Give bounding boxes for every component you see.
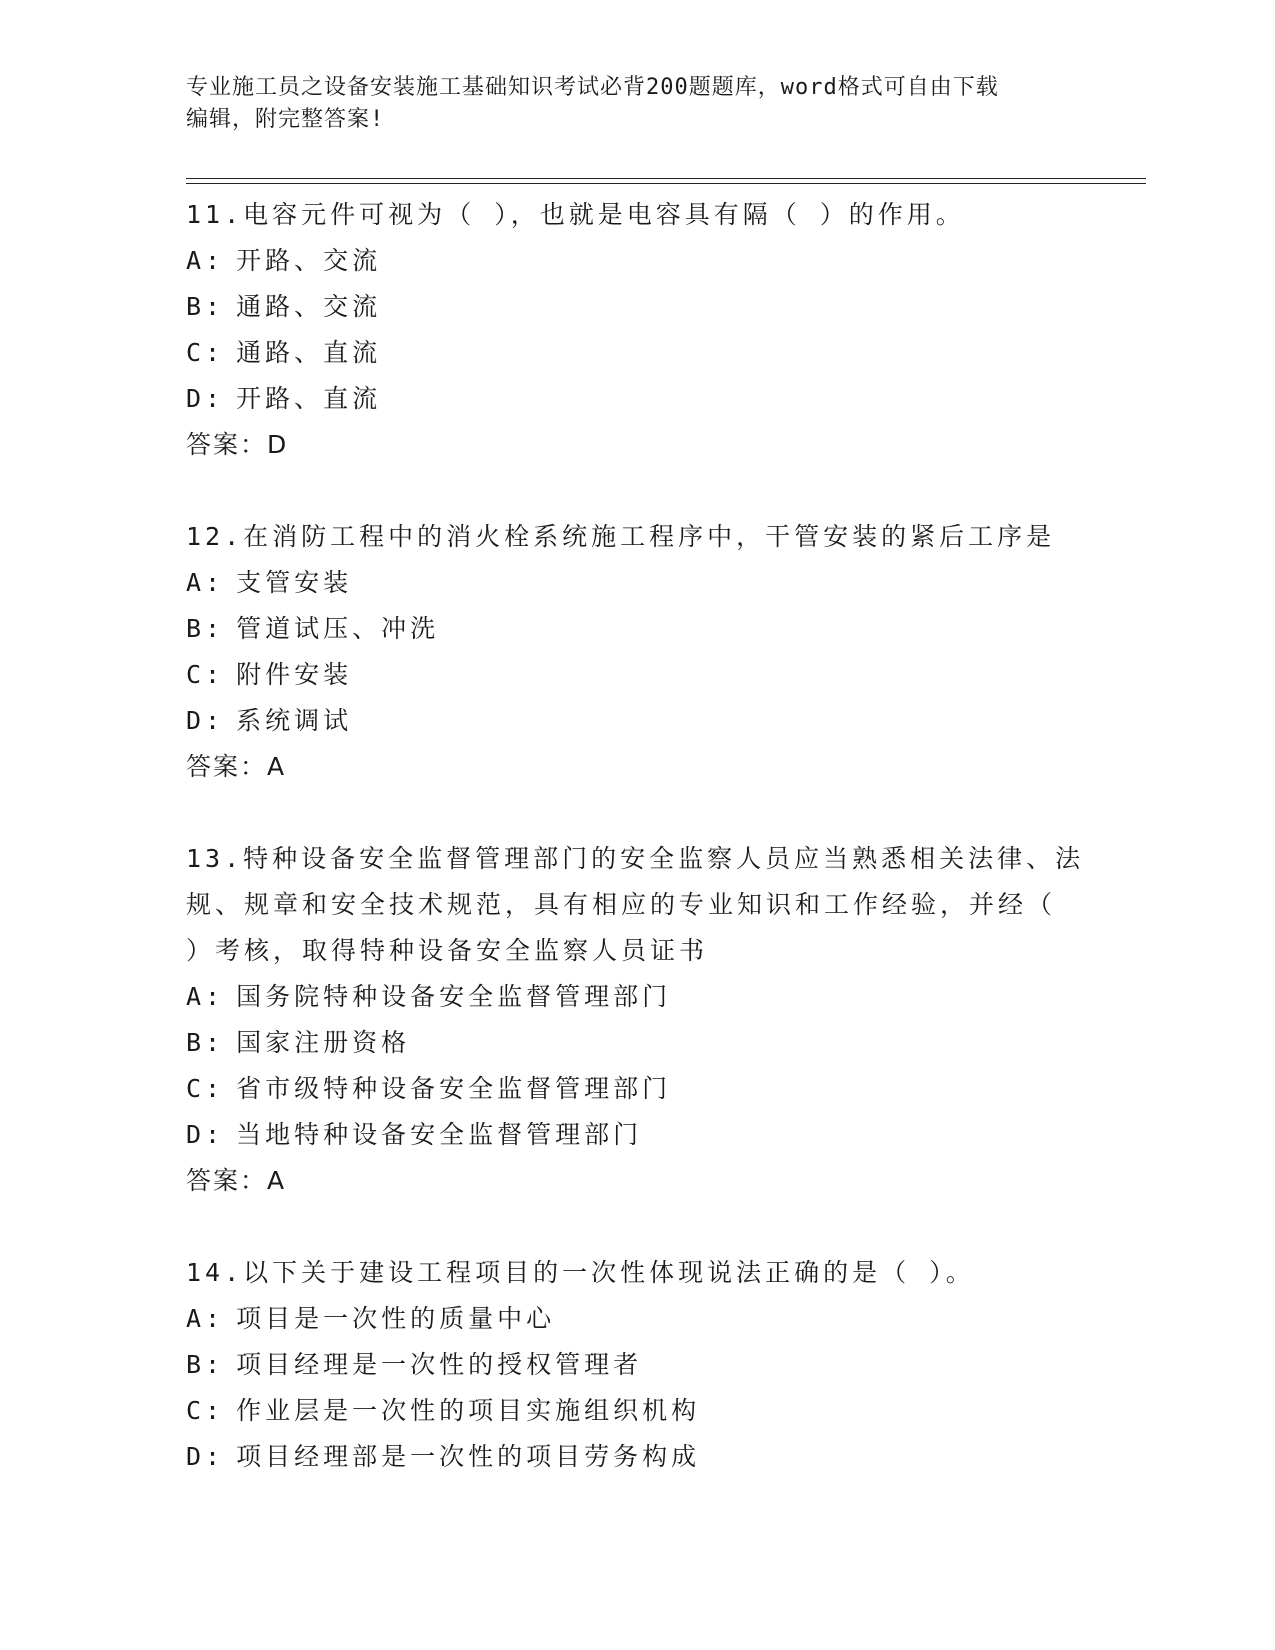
answer-line: 答案：A [186,752,287,781]
option-a [186,560,1086,606]
option-c [186,1388,1086,1434]
option-b [186,606,1086,652]
option-text: 省市级特种设备安全监督管理部门 [236,1074,672,1103]
question-stem: 14.以下关于建设工程项目的一次性体现说法正确的是（ ）。 [186,1258,975,1287]
option-a [186,238,1086,284]
header-line-2: 编辑，附完整答案! [186,107,385,132]
option-text: 作业层是一次性的项目实施组织机构 [236,1396,701,1425]
option-key: D: [186,706,225,735]
option-c [186,652,1086,698]
option-text: 通路、直流 [236,338,382,367]
option-key: D: [186,1442,225,1471]
option-c [186,1066,1086,1112]
header-line-1: 专业施工员之设备安装施工基础知识考试必背200题题库，word格式可自由下载 [186,75,999,100]
option-key: A: [186,568,225,597]
answer-line: 答案：A [186,1166,287,1195]
question-14 [186,1250,1086,1480]
option-d [186,376,1086,422]
option-d [186,1434,1086,1480]
option-key: B: [186,1028,225,1057]
option-text: 开路、交流 [236,246,382,275]
option-d [186,1112,1086,1158]
option-text: 系统调试 [236,706,353,735]
option-text: 国务院特种设备安全监督管理部门 [236,982,672,1011]
option-key: A: [186,1304,225,1333]
header-divider-top [186,178,1146,179]
option-key: C: [186,338,225,367]
option-b [186,1342,1086,1388]
option-text: 支管安装 [236,568,353,597]
option-text: 项目经理部是一次性的项目劳务构成 [236,1442,701,1471]
option-a [186,974,1086,1020]
option-a [186,1296,1086,1342]
option-b [186,284,1086,330]
option-text: 通路、交流 [236,292,382,321]
option-key: B: [186,614,225,643]
option-key: C: [186,1396,225,1425]
option-key: C: [186,660,225,689]
option-key: D: [186,1120,225,1149]
question-11 [186,192,1086,468]
option-key: C: [186,1074,225,1103]
option-key: A: [186,982,225,1011]
option-text: 管道试压、冲洗 [236,614,440,643]
option-text: 国家注册资格 [236,1028,411,1057]
question-13 [186,836,1086,1204]
option-b [186,1020,1086,1066]
option-text: 开路、直流 [236,384,382,413]
option-key: B: [186,1350,225,1379]
header-divider-bottom [186,183,1146,184]
question-stem: 13.特种设备安全监督管理部门的安全监察人员应当熟悉相关法律、法规、规章和安全技术规范，具有相应的专业知识和工作经验，并经（ ）考核，取得特种设备安全监察人员证书 [186,844,1085,965]
option-key: B: [186,292,225,321]
option-key: A: [186,246,225,275]
question-stem: 11.电容元件可视为（ ），也就是电容具有隔（ ）的作用。 [186,200,965,229]
document-header [186,72,1066,136]
option-text: 附件安装 [236,660,353,689]
answer-line: 答案：D [186,430,289,459]
option-d [186,698,1086,744]
option-text: 项目经理是一次性的授权管理者 [236,1350,643,1379]
question-stem: 12.在消防工程中的消火栓系统施工程序中，干管安装的紧后工序是 [186,522,1056,551]
option-text: 当地特种设备安全监督管理部门 [236,1120,643,1149]
option-key: D: [186,384,225,413]
question-list [186,192,1086,1526]
option-text: 项目是一次性的质量中心 [236,1304,556,1333]
option-c [186,330,1086,376]
question-12 [186,514,1086,790]
